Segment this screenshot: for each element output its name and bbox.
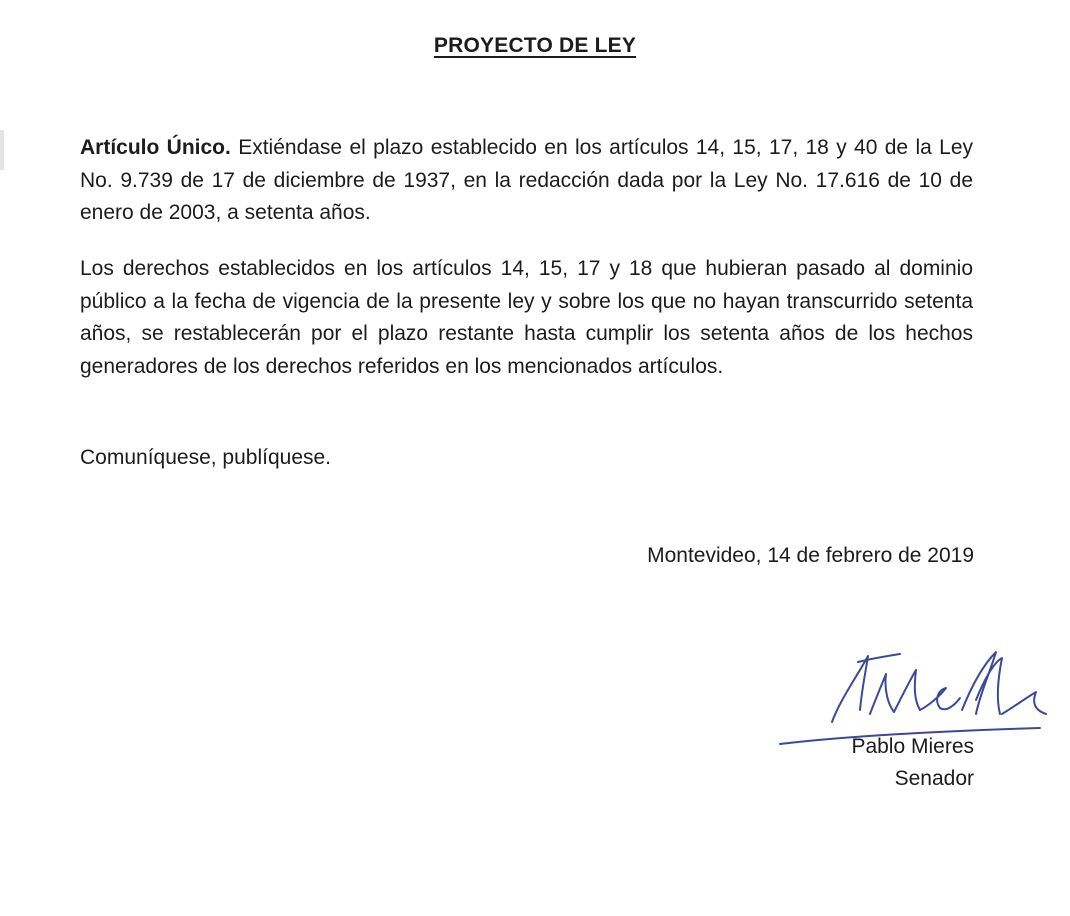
signer-name: Pablo Mieres [851,735,974,758]
closing-text: Comuníquese, publíquese. [80,446,332,469]
article-paragraph [80,132,973,230]
document-title: PROYECTO DE LEY [433,34,637,57]
article-heading: Artículo Único. [80,136,231,159]
article-text: Extiéndase el plazo establecido en los artículos 14, 15, 17, 18 y 40 de la Ley No. 9.739 de 17 de diciembre de 1937, en la redacción dada por la Ley No. 17.616 de 10 de enero de 2003, a setenta años. [80,136,974,224]
rights-paragraph: Los derechos establecidos en los artículos 14, 15, 17 y 18 que hubieran pasado al dominio público a la fecha de vigencia de la presente ley y sobre los que no hayan transcurrido setenta años, se restablecerán por el plazo restante hasta cumplir los setenta años de los hechos generadores de los derechos referidos en los mencionados artículos. [80,257,973,378]
scan-edge-mark [0,130,4,170]
signer-role: Senador [894,767,974,790]
place-date: Montevideo, 14 de febrero de 2019 [647,544,974,567]
